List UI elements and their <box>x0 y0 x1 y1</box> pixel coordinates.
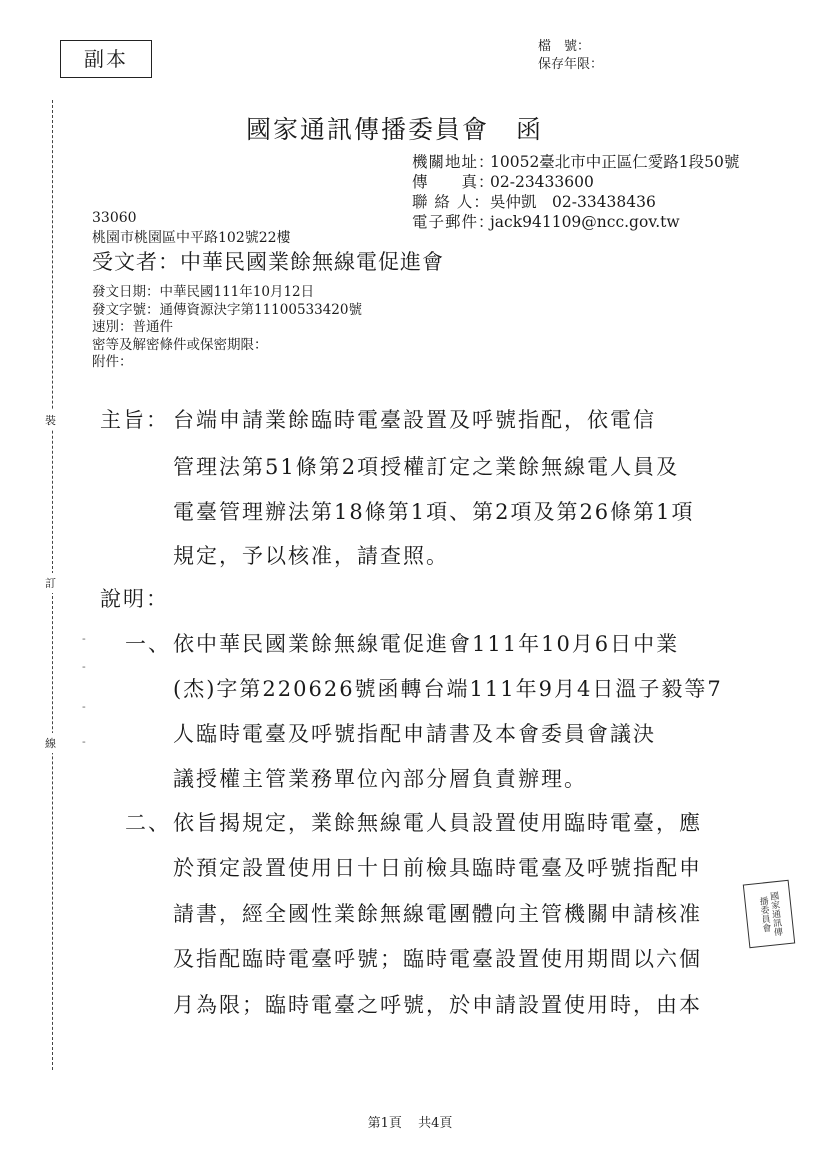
speed-category: 速別：普通件 <box>92 319 173 335</box>
fax-value: 02-23433600 <box>490 173 594 191</box>
security-level: 密等及解密條件或保密期限： <box>92 336 268 353</box>
binding-mark-bottom: 線 <box>45 733 56 753</box>
item-line: (杰)字第220626號函轉台端111年9月4日溫子毅等7 <box>173 677 723 701</box>
sender-email-row <box>412 212 739 232</box>
item-number: 一、 <box>125 632 171 656</box>
address-label: 機關地址： <box>412 153 495 171</box>
subject-line: 規定，予以核准，請查照。 <box>173 544 449 568</box>
item-line: 及指配臨時電臺呼號；臨時電臺設置使用期間以六個 <box>173 947 702 971</box>
sender-address-row <box>412 152 739 172</box>
item-line: 月為限；臨時電臺之呼號，於申請設置使用時，由本 <box>173 993 702 1017</box>
item-line: 於預定設置使用日十日前檢具臨時電臺及呼號指配申 <box>173 856 702 880</box>
document-number: 發文字號：通傳資源決字第11100533420號 <box>92 301 362 318</box>
sender-info <box>412 152 739 232</box>
subject-line: 管理法第51條第2項授權訂定之業餘無線電人員及 <box>173 455 680 479</box>
file-info <box>538 38 603 74</box>
recipient: 受文者：中華民國業餘無線電促進會 <box>92 250 444 274</box>
item-line: 議授權主管業務單位內部分層負責辦理。 <box>173 767 587 791</box>
contact-value: 吳仲凱 02-33438436 <box>490 193 656 211</box>
recipient-address: 桃園市桃園區中平路102號22樓 <box>92 230 291 246</box>
address-value: 10052臺北市中正區仁愛路1段50號 <box>490 153 740 171</box>
recipient-zip: 33060 <box>92 210 137 226</box>
document-meta <box>92 284 362 372</box>
item-line: 人臨時電臺及呼號指配申請書及本會委員會議決 <box>173 722 656 746</box>
item-line: 依中華民國業餘無線電促進會111年10月6日中業 <box>173 632 680 656</box>
email-value: jack941109@ncc.gov.tw <box>490 213 680 231</box>
attachment-label: 附件： <box>92 354 133 370</box>
fax-label: 傳 真： <box>412 173 495 191</box>
page-number <box>0 1112 820 1131</box>
total-pages: 共4頁 <box>418 1116 453 1131</box>
subject-line: 台端申請業餘臨時電臺設置及呼號指配，依電信 <box>173 408 656 432</box>
binding-mark-top: 裝 <box>45 410 56 430</box>
subject-label: 主旨： <box>100 408 169 432</box>
scan-mark: - <box>82 700 86 713</box>
email-label: 電子郵件： <box>412 213 495 231</box>
explanation-label: 說明： <box>100 587 169 611</box>
subject-line: 電臺管理辦法第18條第1項、第2項及第26條第1項 <box>173 500 695 524</box>
current-page: 第1頁 <box>367 1116 402 1131</box>
item-line: 依旨揭規定，業餘無線電人員設置使用臨時電臺，應 <box>173 811 702 835</box>
official-seal <box>743 880 795 948</box>
document-title: 國家通訊傳播委員會 函 <box>246 115 544 144</box>
binding-mark-middle: 訂 <box>45 573 56 593</box>
scan-mark: - <box>82 735 86 748</box>
contact-label: 聯 絡 人： <box>412 193 490 211</box>
scan-mark: - <box>82 660 86 673</box>
retention-period-label: 保存年限： <box>538 57 604 72</box>
copy-stamp: 副本 <box>60 40 152 78</box>
scan-mark: - <box>82 632 86 645</box>
sender-contact-row <box>412 192 739 212</box>
item-number: 二、 <box>125 811 171 835</box>
sender-fax-row <box>412 172 739 192</box>
issue-date: 發文日期：中華民國111年10月12日 <box>92 284 315 300</box>
seal-text: 國家通訊傳播委員會 <box>757 890 783 937</box>
item-line: 請書，經全國性業餘無線電團體向主管機關申請核准 <box>173 902 702 926</box>
file-number-label: 檔 號： <box>538 39 591 54</box>
